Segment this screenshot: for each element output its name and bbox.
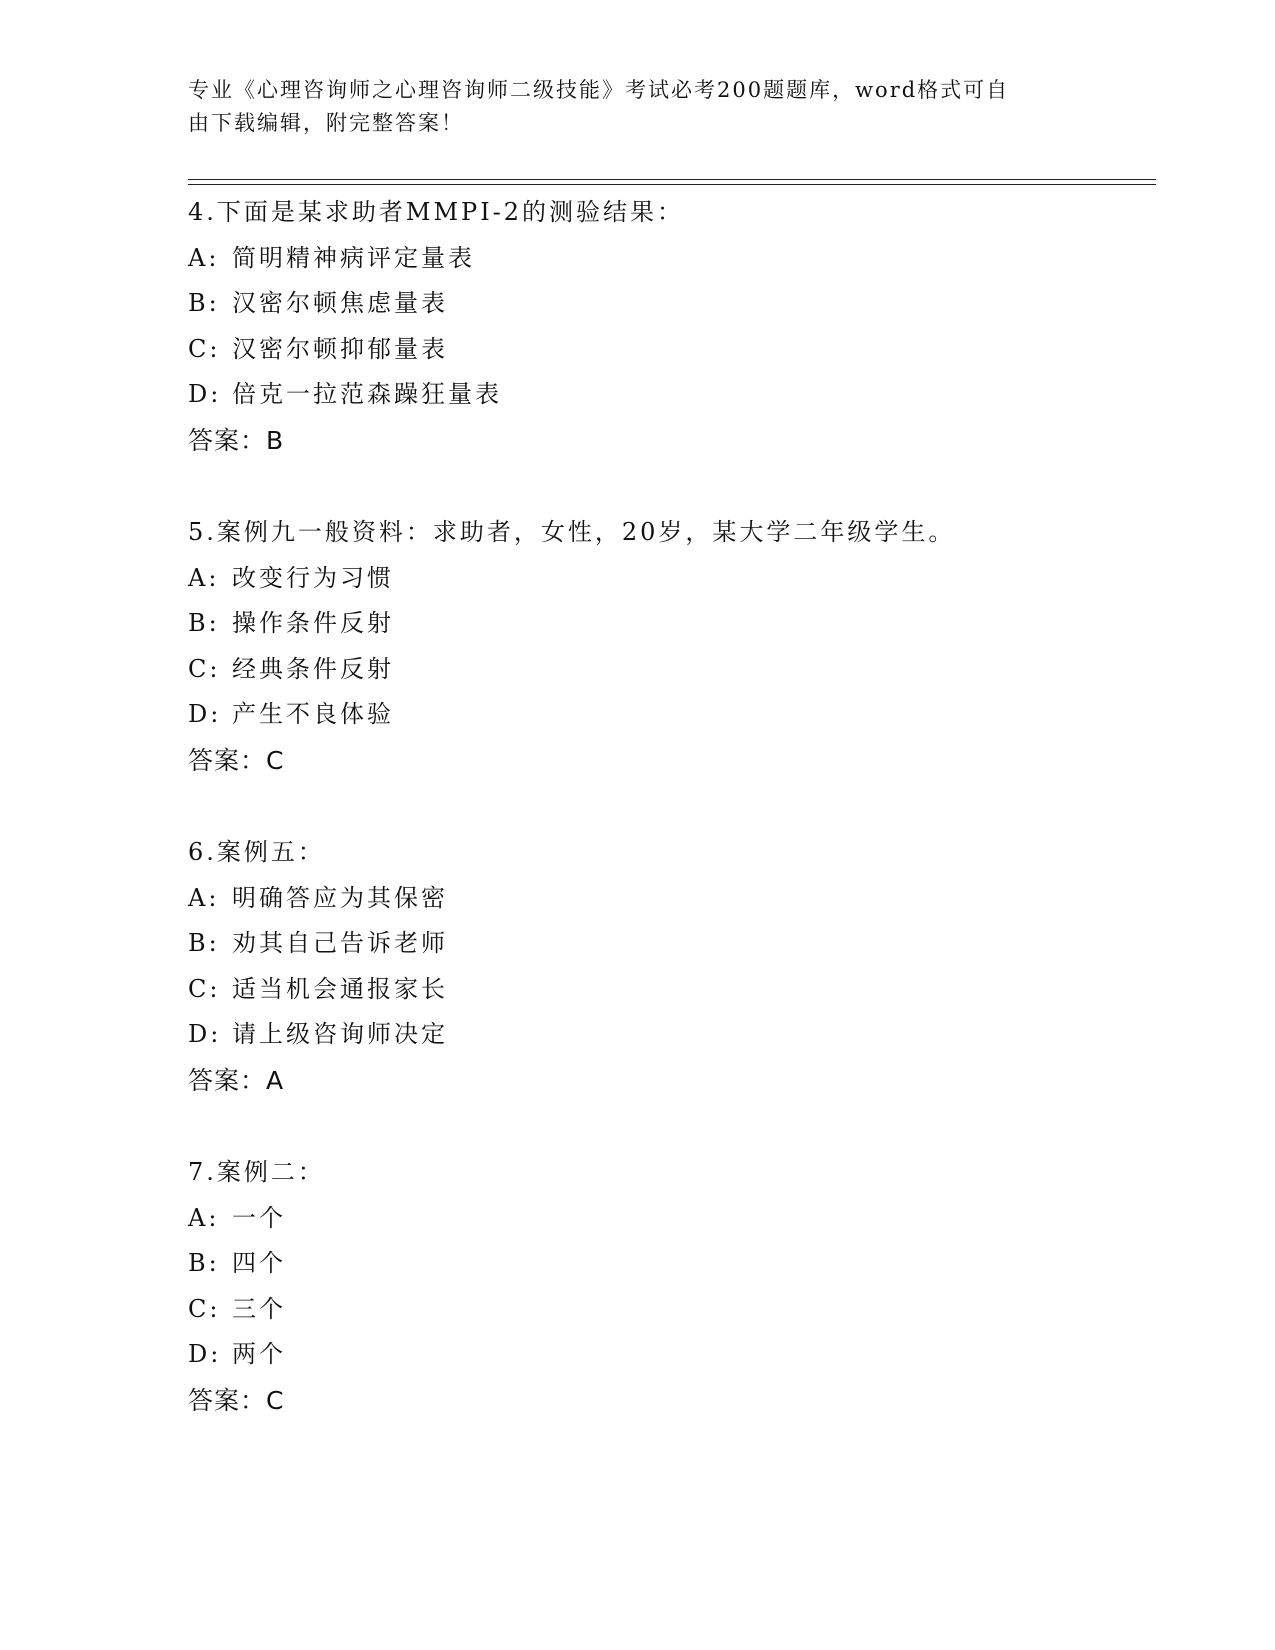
option-c: [188, 647, 1148, 693]
option-text: 经典条件反射: [232, 654, 394, 683]
option-b: [188, 281, 1148, 327]
option-text: 改变行为习惯: [232, 563, 394, 592]
header-line-2: 由下载编辑，附完整答案！: [188, 111, 464, 135]
option-text: 汉密尔顿抑郁量表: [232, 334, 448, 363]
option-letter: A:: [188, 883, 220, 912]
option-text: 一个: [232, 1203, 286, 1232]
question-stem: 6.案例五：: [188, 838, 325, 866]
header-line-1: 专业《心理咨询师之心理咨询师二级技能》考试必考200题题库，word格式可自: [188, 78, 1010, 102]
option-text: 四个: [232, 1249, 286, 1277]
option-letter: D:: [188, 380, 222, 408]
option-d: [188, 1332, 1148, 1378]
option-text: 适当机会通报家长: [232, 974, 448, 1003]
option-b: [188, 601, 1148, 647]
option-text: 操作条件反射: [232, 609, 394, 637]
answer-line: 答案：C: [188, 1385, 285, 1415]
header-divider-bottom: [188, 184, 1156, 185]
option-letter: B:: [188, 1249, 220, 1277]
question-stem: 5.案例九一般资料：求助者，女性，20岁，某大学二年级学生。: [188, 518, 956, 546]
option-d: [188, 372, 1148, 418]
option-c: [188, 1287, 1148, 1333]
option-letter: B:: [188, 609, 220, 637]
option-text: 产生不良体验: [232, 700, 394, 728]
option-letter: C:: [188, 334, 221, 363]
option-letter: B:: [188, 289, 220, 317]
option-text: 两个: [232, 1340, 286, 1368]
document-header: [188, 74, 1068, 140]
option-letter: B:: [188, 929, 220, 957]
option-text: 三个: [232, 1294, 286, 1323]
option-a: [188, 1196, 1148, 1242]
answer-line: 答案：B: [188, 425, 285, 455]
option-c: [188, 967, 1148, 1013]
option-letter: C:: [188, 654, 221, 683]
option-text: 倍克一拉范森躁狂量表: [232, 380, 502, 408]
option-a: [188, 236, 1148, 282]
option-letter: D:: [188, 1020, 222, 1048]
question-stem: 7.案例二：: [188, 1158, 325, 1186]
header-divider-top: [188, 179, 1156, 180]
option-letter: A:: [188, 563, 220, 592]
option-letter: D:: [188, 1340, 222, 1368]
option-b: [188, 921, 1148, 967]
option-text: 明确答应为其保密: [232, 883, 448, 912]
answer-line: 答案：C: [188, 745, 285, 775]
option-a: [188, 876, 1148, 922]
option-d: [188, 692, 1148, 738]
question-block: [188, 190, 1148, 463]
option-letter: C:: [188, 1294, 221, 1323]
option-text: 简明精神病评定量表: [232, 243, 475, 272]
option-text: 劝其自己告诉老师: [232, 929, 448, 957]
option-text: 请上级咨询师决定: [232, 1020, 448, 1048]
question-block: [188, 1150, 1148, 1423]
option-b: [188, 1241, 1148, 1287]
answer-line: 答案：A: [188, 1065, 285, 1095]
option-a: [188, 556, 1148, 602]
option-letter: D:: [188, 700, 222, 728]
question-block: [188, 510, 1148, 783]
option-letter: C:: [188, 974, 221, 1003]
option-letter: A:: [188, 243, 220, 272]
option-text: 汉密尔顿焦虑量表: [232, 289, 448, 317]
question-block: [188, 830, 1148, 1103]
option-d: [188, 1012, 1148, 1058]
question-stem: 4.下面是某求助者MMPI-2的测验结果：: [188, 198, 685, 226]
option-c: [188, 327, 1148, 373]
option-letter: A:: [188, 1203, 220, 1232]
